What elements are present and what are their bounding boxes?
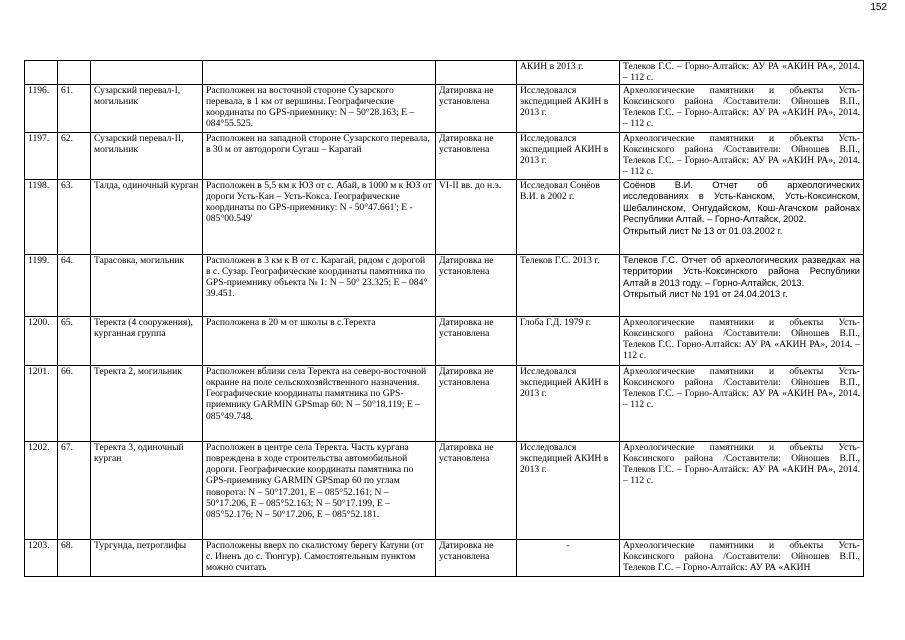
cell-name: Теректа (4 сооружения), курганная группа (91, 316, 203, 365)
cell-sub-num: 65. (58, 316, 91, 365)
cell-name (91, 61, 203, 85)
cell-research: Глоба Г.Д. 1979 г. (517, 316, 620, 365)
permit-text: Открытый лист № 191 от 24.04.2013 г. (623, 289, 788, 300)
cell-location: Расположена в 20 м от школы в с.Терехта (203, 316, 436, 365)
cell-research: Исследовался экспедицией АКИН в 2013 г. (517, 365, 620, 441)
cell-num: 1200. (25, 316, 58, 365)
reference-text: Соёнов В.И. Отчет об археологических исследованиях в Усть-Канском, Усть-Коксинском, Шебалинском, Онгудайском, Кош-Агачском районах Республики Алтай. – Горно-Алтайск, 2002. (623, 179, 860, 225)
cell-dating: Датировка не установлена (436, 365, 517, 441)
cell-num: 1202. (25, 441, 58, 539)
cell-location: Расположен вблизи села Теректа на северо-восточной окраине на поле сельскохозяйственного назначения. Географические координаты памятника по GPS-приемнику GARMIN GPSmap 60: N – 50°18.119; E – 085°49.748. (203, 365, 436, 441)
cell-reference: Археологические памятники и объекты Усть-Коксинского района /Составители: Ойношев В.П., Телеков Г.С. – Горно-Алтайск: АУ РА «АКИН РА», 2014. – 112 с. (620, 84, 864, 132)
table-row (25, 365, 864, 441)
permit-text: Открытый лист № 13 от 01.03.2002 г. (623, 225, 783, 236)
cell-research: Телеков Г.С. 2013 г. (517, 254, 620, 316)
table-row (25, 61, 864, 85)
table-row (25, 254, 864, 316)
cell-reference (620, 254, 864, 316)
cell-location: Расположен на восточной стороне Сузарского перевала, в 1 км от вершины. Географические координаты по GPS-приемнику: N – 50°28.163; E – 084°55.525. (203, 84, 436, 132)
cell-dating: Датировка не установлена (436, 539, 517, 576)
cell-reference: Археологические памятники и объекты Усть-Коксинского района /Составители: Ойношев В.П., Телеков Г.С. Горно-Алтайск: АУ РА «АКИН РА», 2014. – 112 с. (620, 316, 864, 365)
cell-dating: Датировка не установлена (436, 132, 517, 179)
cell-num: 1198. (25, 179, 58, 254)
cell-name: Тарасовка, могильник (91, 254, 203, 316)
cell-sub-num: 67. (58, 441, 91, 539)
cell-num (25, 61, 58, 85)
table-row (25, 316, 864, 365)
cell-dating: Датировка не установлена (436, 441, 517, 539)
cell-dating: VI-II вв. до н.э. (436, 179, 517, 254)
cell-location: Расположены вверх по скалистому берегу Катуни (от с. Иненъ до с. Тюнгур). Самостоятельным пунктом можно считать (203, 539, 436, 576)
cell-sub-num: 66. (58, 365, 91, 441)
cell-research: Исследовался экспедицией АКИН в 2013 г. (517, 441, 620, 539)
cell-research: АКИН в 2013 г. (517, 61, 620, 85)
cell-dating: Датировка не установлена (436, 316, 517, 365)
reference-text: Телеков Г.С. Отчет об археологических разведках на территории Усть-Коксинского района Республики Алтай в 2013 году. – Горно-Алтайск, 2013. (623, 254, 860, 288)
table-row (25, 84, 864, 132)
cell-dating: Датировка не установлена (436, 84, 517, 132)
cell-location (203, 61, 436, 85)
cell-location: Расположен в центре села Теректа. Часть кургана повреждена в ходе строительства автомобильной дороги. Географические координаты памятника по GPS-приемнику GARMIN GPSmap 60 по углам поворота: N – 50°17.201, E – 085°52.161; N – 50°17.206, E – 085°52.163; N – 50°17.199, E – 085°52.176; N – 50°17.206, E – 085°52.181. (203, 441, 436, 539)
cell-dating: Датировка не установлена (436, 254, 517, 316)
cell-reference: Археологические памятники и объекты Усть-Коксинского района /Составители: Ойношев В.П., Телеков Г.С. – Горно-Алтайск: АУ РА «АКИН (620, 539, 864, 576)
monuments-table (24, 60, 864, 577)
cell-name: Теректа 3, одиночный курган (91, 441, 203, 539)
cell-research: - (517, 539, 620, 576)
page-number: 152 (870, 2, 887, 13)
cell-reference: Археологические памятники и объекты Усть-Коксинского района /Составители: Ойношев В.П., Телеков Г.С. – Горно-Алтайск: АУ РА «АКИН РА», 2014. – 112 с. (620, 132, 864, 179)
cell-name: Тургунда, петроглифы (91, 539, 203, 576)
cell-dating (436, 61, 517, 85)
cell-location: Расположен в 3 км к В от с. Карагай, рядом с дорогой в с. Сузар. Географические координаты памятника по GPS-приемнику объекта № 1: N – 50° 23.325; E – 084° 39.451. (203, 254, 436, 316)
table-row (25, 132, 864, 179)
cell-num: 1197. (25, 132, 58, 179)
cell-location: Расположен в 5,5 км к ЮЗ от с. Абай, в 1000 м к ЮЗ от дороги Усть-Кан – Усть-Кокса. Географические координаты по GPS-приемнику: N - 50°47.661'; E - 085°00.549' (203, 179, 436, 254)
cell-sub-num: 64. (58, 254, 91, 316)
cell-location: Расположен на западной стороне Сузарского перевала, в 30 м от автодороги Сугаш – Карагай (203, 132, 436, 179)
cell-research: Исследовал Сонёов В.И. в 2002 г. (517, 179, 620, 254)
cell-research: Исследовался экспедицией АКИН в 2013 г. (517, 84, 620, 132)
cell-name: Сузарский перевал-II, могильник (91, 132, 203, 179)
cell-name: Сузарский перевал-I, могильник (91, 84, 203, 132)
cell-num: 1199. (25, 254, 58, 316)
cell-num: 1203. (25, 539, 58, 576)
cell-name: Талда, одиночный курган (91, 179, 203, 254)
cell-sub-num: 62. (58, 132, 91, 179)
table-row (25, 179, 864, 254)
cell-num: 1196. (25, 84, 58, 132)
cell-name: Теректа 2, могильник (91, 365, 203, 441)
cell-reference: Телеков Г.С. – Горно-Алтайск: АУ РА «АКИН РА», 2014. – 112 с. (620, 61, 864, 85)
cell-reference: Археологические памятники и объекты Усть-Коксинского района /Составители: Ойношев В.П., Телеков Г.С. – Горно-Алтайск: АУ РА «АКИН РА», 2014. – 112 с. (620, 441, 864, 539)
table-row (25, 441, 864, 539)
table-row (25, 539, 864, 576)
cell-sub-num: 68. (58, 539, 91, 576)
cell-sub-num (58, 61, 91, 85)
cell-num: 1201. (25, 365, 58, 441)
cell-sub-num: 63. (58, 179, 91, 254)
cell-reference: Археологические памятники и объекты Усть-Коксинского района /Составители: Ойношев В.П., Телеков Г.С. – Горно-Алтайск: АУ РА «АКИН РА», 2014. – 112 с. (620, 365, 864, 441)
cell-research: Исследовался экспедицией АКИН в 2013 г. (517, 132, 620, 179)
cell-reference (620, 179, 864, 254)
cell-sub-num: 61. (58, 84, 91, 132)
